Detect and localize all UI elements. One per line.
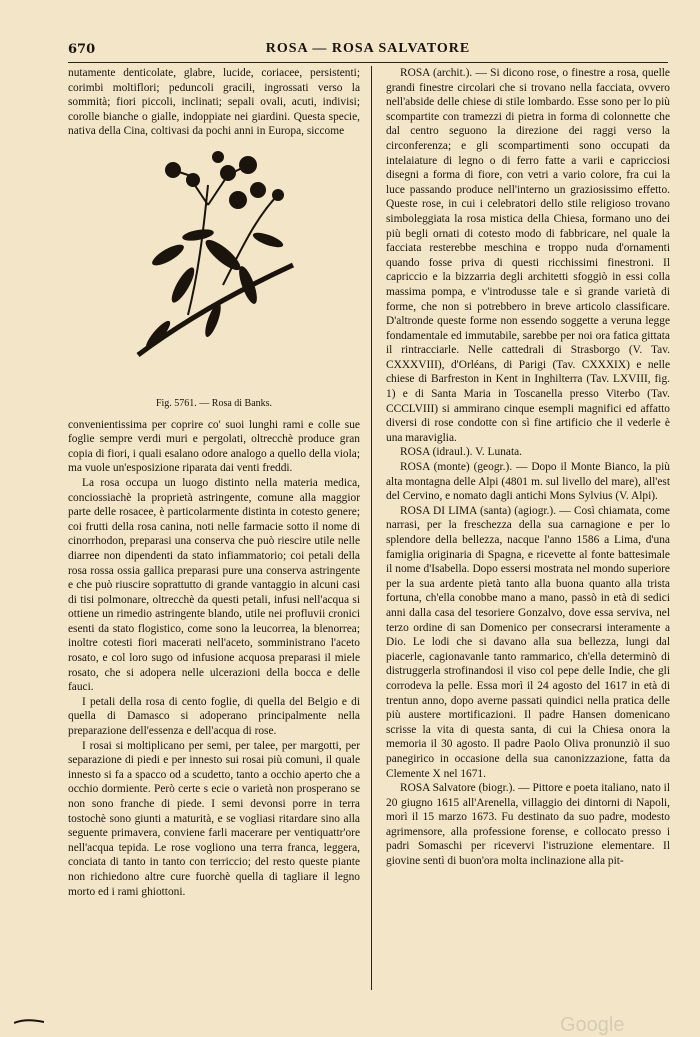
page-corner-mark	[14, 1018, 44, 1024]
entry-rosa-monte: ROSA (monte) (geogr.). — Dopo il Monte Bianco, la più alta montagna delle Alpi (4801 m. sul livello del mare), all'est del Cervino, e nomato dagli antichi Mons Sylvius (V. Alpi).	[386, 461, 670, 503]
entry-rosa-salvatore: ROSA Salvatore (biogr.). — Pittore e poeta italiano, nato il 20 giugno 1615 all'Arenella, villaggio dei dintorni di Napoli, morì il 15 marzo 1673. Fu destinato da suo padre, modesto agrimensore, alla professione forense, e collocato presso i padri Somaschi per ricevervi l'istruzione elementare. Il giovine sentì di buon'ora molta inclinazione alla pit-	[386, 782, 670, 868]
entry-rosa-idraul: ROSA (idraul.). V. Lunata.	[400, 446, 523, 459]
paragraph-rosa-banks-continued: convenientissima per coprire co' suoi lunghi rami e colle sue foglie sempre verdi muri e pergolati, oltrecchè produce gran copia di fiori, i quali esalano odore analogo a quello della viola; ma vuole un'esposizione riparata dai venti freddi.	[68, 418, 360, 475]
entry-rosa-di-lima: ROSA DI LIMA (santa) (agiogr.). — Così chiamata, come narrasi, per la freschezza della sua carnagione e per lo splendore della bellezza, nacque l'anno 1586 a Lima, d'una famiglia originaria di Spagna, e ricevette al fonte battesimale il nome d'Isabella. Dopo essersi mostrata nel mondo superiore per la sua ardente pietà tanto alla buona quanto alla trista fortuna, ch'ella conobbe mano a mano, passò in età di sedici anni dalla casa del tesoriere Gonzalvo, dove essa serviva, nel terzo ordine di san Domenico per consecrarsi interamente a Dio. Le lodi che si davano alla sua bellezza, lungi dal piacerle, cagionavanle tanto rammarico, ch'ella determinò di distruggerla strofinandosi il viso col pepe delle Indie, che gli corrodeva la pelle. Essa morì il 24 agosto del 1617 in età di trentun anno, dopo averne passati quindici nella pratica delle più austere mortificazioni. Il padre Hansen domenicano scrisse la vita di questa santa, di cui la Chiesa onora la memoria il 30 agosto. Il padre Paolo Oliva pronunziò il suo panegirico in occasione della sua canonizzazione, fatta da Clemente X nel 1671.	[386, 504, 670, 780]
paragraph-rose-petals: I petali della rosa di cento foglie, di quella del Belgio e di quella di Damasco si adoperano principalmente nella preparazione dell'essenza e dell'acqua di rose.	[68, 695, 360, 738]
header-rule	[68, 62, 668, 63]
paragraph-medical-uses: La rosa occupa un luogo distinto nella materia medica, conciossiachè la proprietà astringente, comune alla maggior parte delle rosacee, è particolarmente distinta in cotesto genere; coi frutti della rosa canina, noti nelle farmacie sotto il nome di cinorrhodon, preparasi una conserva che può riescire utile nelle diarree non dipendenti da stato infiammatorio; coi petali della rosa rossa ossia gallica preparasi pure una conserva astringente e che può riuscire soprattutto di grande vantaggio in alcuni casi di tisi polmonare, oltrecchè da questi petali, infusi nell'acqua si ottiene un rimedio astringente blando, utile nei profluvii cronici esenti da stato flogistico, come sono la leucorrea, la blenorrea; inoltre cotesti fiori macerati nell'aceto, somministrano l'aceto rosato, e col loro sugo od infusione acquosa preparasi il miele rosato, che si adopera nelle ulcerazioni della bocca e delle fauci.	[68, 476, 360, 694]
page-header	[68, 40, 668, 64]
running-title: ROSA — ROSA SALVATORE	[265, 41, 471, 56]
left-column	[68, 66, 360, 899]
page-number: 670	[68, 42, 96, 57]
rose-engraving-illustration	[128, 145, 298, 393]
paragraph-rosa-banks-description: nutamente denticolate, glabre, lucide, coriacee, persistenti; corimbi moltiflori; peduncoli gracili, ingrossati verso la sommità; fiori piccoli, inclinati; sepali ovali, acuti, indivisi; corolle bianche o gialle, indoppiate nei giardini. Questa specie, nativa della Cina, coltivasi da pochi anni in Europa, siccome	[68, 67, 360, 138]
figure-rosa-di-banks	[68, 145, 360, 395]
figure-caption: Fig. 5761. — Rosa di Banks.	[155, 397, 273, 409]
paragraph-propagation: I rosai si moltiplicano per semi, per talee, per margotti, per separazione di piedi e per innesto sui rosai più comuni, il quale innesto si fa a spacco od a scudetto, tanto a occhio aperto che a occhio dormiente. Però certe s ecie o varietà non prosperano se non sono franche di piede. I semi devonsi porre in terra tostochè sono giunti a maturità, e se vogliasi ritardare sino alla seguente primavera, conviene farli macerare per ventiquattr'ore nell'acqua tepida. Le rose vogliono una terra franca, leggera, conciata di tanto in tanto con terriccio; del resto queste piante non richiedono altre cure fuorchè quella di tagliare il legno morto ed i rami ghiottoni.	[68, 739, 360, 898]
scanner-watermark: Google	[560, 1014, 625, 1036]
entry-rosa-archit: ROSA (archit.). — Si dicono rose, o finestre a rosa, quelle grandi finestre circolari che si trovano nella facciata, ovvero nell'abside delle chiese di stile lombardo. Esse sono per lo più scompartite con tramezzi di pietra in forma di colonnette che dal centro seguono la direzione dei raggi verso la circonferenza; e gli scompartimenti sono occupati da intelaiature di legno o di ferro fatte a varii e capricciosi disegni a forma di fiore, con vetri a vario colore, fra cui la luce passando produce nell'interno un graziosissimo effetto. Queste rose, in cui i celebratori dello stile religioso trovano simboleggiata la rosa mistica della Chiesa, formano uno dei più begli ornati di cotesto modo di fabbricare, nel quale la facciata resterebbe meschina e troppo nuda d'ornamenti quando fosse priva di questi ricchissimi finestroni. Il capriccio e la bizzarria degli architetti sfoggiò in essi colla massima pompa, e v'introdusse tale e sì grande varietà di forme, che non si potrebbero in breve articolo classificare. D'altronde queste forme non essendo soggette a veruna legge fondamentale ed immutabile, sarebbe per noi ora fatica gittata il rintracciarle. Nelle cattedrali di Strasborgo (V. Tav. CXXXVIII), d'Orléans, di Parigi (Tav. CXXXIX) e nelle chiese di Barfreston in Kent in Inghilterra (Tav. LXVIII, fig. 1) e di Santa Maria in Toscanella presso Viterbo (Tav. CCCLVIII) si ammirano cinque esempli magnifici ed affatto diversi di rose condotte con sì fine artificio che il vederle è una maraviglia.	[386, 67, 670, 444]
column-divider	[371, 66, 372, 990]
right-column	[386, 66, 670, 869]
